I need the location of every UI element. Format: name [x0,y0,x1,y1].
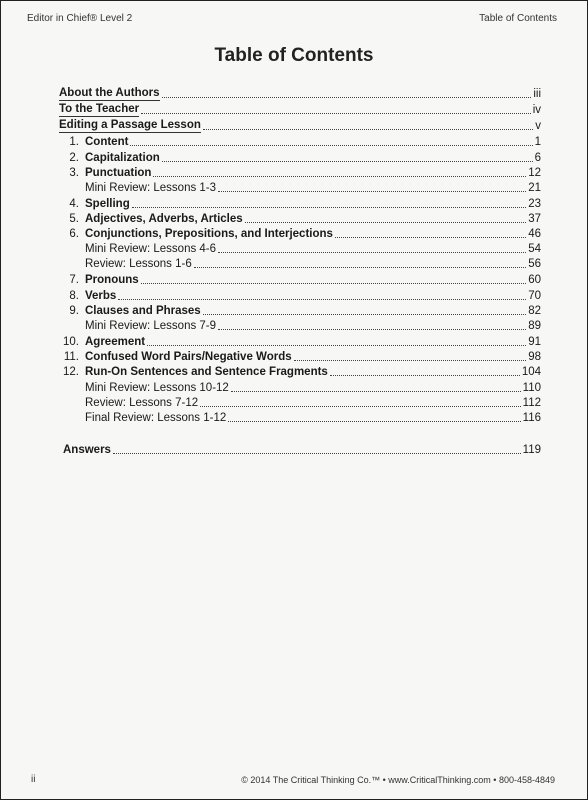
toc-entry-label: Confused Word Pairs/Negative Words [85,351,292,363]
toc-entry-page: 37 [528,213,541,225]
toc-entry-label: Run-On Sentences and Sentence Fragments [85,366,328,378]
toc-entry-label: About the Authors [59,87,160,99]
copyright-footer: © 2014 The Critical Thinking Co.™ • www.CriticalThinking.com • 800-458-4849 [241,775,555,785]
toc-entry-page: 70 [528,290,541,302]
toc-entry [59,363,541,379]
dot-leader [118,299,526,300]
toc-entry-label: Editing a Passage Lesson [59,119,201,131]
toc-entry [59,271,541,287]
toc-entry-number: 8. [69,290,79,302]
dot-leader [162,161,533,162]
dot-leader [147,345,526,346]
toc-entry-number: 3. [69,167,79,179]
dot-leader [335,237,526,238]
toc-entry [59,225,541,241]
toc-entry-page: 110 [522,382,541,394]
toc-entry-number: 12. [63,366,79,378]
toc-entry [59,149,541,165]
toc-entry-label: Capitalization [85,152,160,164]
dot-leader [132,207,526,208]
dot-leader [203,314,527,315]
running-header-right: Table of Contents [479,13,557,24]
toc-entry-label: Review: Lessons 7-12 [85,397,199,409]
toc-entry-number: 11. [63,351,79,363]
toc-entry-label: To the Teacher [59,103,140,115]
toc-entry-number: 10. [63,336,79,348]
toc-entry-label: Adjectives, Adverbs, Articles [85,213,243,225]
toc-entry-page: v [535,120,541,132]
dot-leader [113,453,521,454]
toc-entry [59,195,541,211]
toc-entry-page: 116 [522,412,541,424]
dot-leader [200,406,521,407]
toc-entry-page: 6 [534,152,541,164]
toc-entry-page: iii [533,88,541,100]
page-number: ii [31,774,36,785]
toc-entry [59,85,541,101]
dot-leader [194,267,526,268]
toc-entry-page: 23 [528,198,541,210]
toc-entry-page: 98 [528,351,541,363]
toc-entry-label: Mini Review: Lessons 4-6 [85,243,217,255]
dot-leader [153,176,526,177]
toc-entry-page: 56 [528,258,541,270]
toc-entry [59,133,541,149]
toc-entry-page: 54 [528,243,541,255]
toc-entry [85,394,541,410]
toc-entry-page: 89 [528,320,541,332]
dot-leader [218,252,526,253]
toc-entry [85,379,541,395]
toc-entry-page: 104 [521,366,541,378]
toc-entry-number: 2. [69,152,79,164]
toc-entry-page: 82 [528,305,541,317]
toc-entry-number: 6. [69,228,79,240]
toc-entry-number: 4. [69,198,79,210]
toc-entry-label: Final Review: Lessons 1-12 [85,412,227,424]
toc-entry-page: 112 [522,397,541,409]
toc-entry-label: Content [85,136,129,148]
page-title: Table of Contents [214,45,374,66]
dot-leader [130,145,532,146]
toc-entry-label: Pronouns [85,274,139,286]
toc-entry-page: 60 [528,274,541,286]
toc-entry-label: Mini Review: Lessons 10-12 [85,382,229,394]
toc-entry [59,302,541,318]
dot-leader [245,222,527,223]
dot-leader [203,129,533,130]
toc-entry-label: Conjunctions, Prepositions, and Interjections [85,228,333,240]
toc-entry-page: 119 [522,444,541,456]
toc-entry [59,348,541,364]
toc-entry-page: 91 [528,336,541,348]
toc-entry [85,179,541,195]
toc-entry-number: 1. [69,136,79,148]
dot-leader [294,360,527,361]
dot-leader [228,421,520,422]
dot-leader [162,97,532,98]
toc-entry [59,287,541,303]
toc-entry-label: Verbs [85,290,117,302]
toc-entry [85,409,541,425]
dot-leader [218,191,526,192]
toc-entry-number: 7. [69,274,79,286]
toc-entry [85,240,541,256]
toc-entry-page: 1 [534,136,541,148]
toc-entry-number: 9. [69,305,79,317]
dot-leader [218,329,526,330]
toc-entry [59,164,541,180]
toc-entry [85,255,541,271]
toc-entry-label: Spelling [85,198,130,210]
toc-entry-page: 12 [528,167,541,179]
toc-entry-page: 46 [528,228,541,240]
toc-entry-label: Mini Review: Lessons 1-3 [85,182,217,194]
toc-entry [85,317,541,333]
dot-leader [231,391,521,392]
toc-entry [59,210,541,226]
toc-entry-number: 5. [69,213,79,225]
dot-leader [141,283,527,284]
toc-entry [59,101,541,117]
toc-entry-label: Punctuation [85,167,152,179]
toc-entry [59,117,541,133]
toc-entry [59,333,541,349]
toc-entry-label: Mini Review: Lessons 7-9 [85,320,217,332]
toc-entry-page: iv [532,104,541,116]
toc-entry-label: Agreement [85,336,146,348]
toc-entry-label: Review: Lessons 1-6 [85,258,192,270]
toc-entry-label: Answers [63,444,111,456]
toc-entry-label: Clauses and Phrases [85,305,201,317]
dot-leader [330,375,520,376]
dot-leader [141,113,531,114]
toc-entry [63,441,541,457]
toc-entry-page: 21 [528,182,541,194]
running-header-left: Editor in Chief® Level 2 [27,13,133,24]
